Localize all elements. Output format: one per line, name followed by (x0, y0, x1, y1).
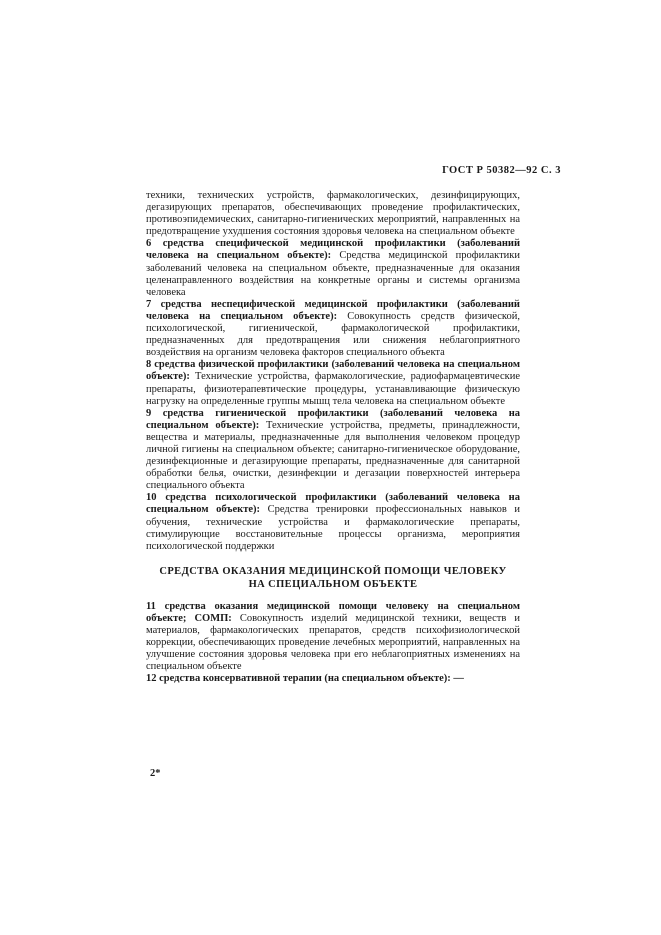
section-heading-line-1: СРЕДСТВА ОКАЗАНИЯ МЕДИЦИНСКОЙ ПОМОЩИ ЧЕЛОВЕКУ (159, 565, 507, 577)
entry-10 (146, 492, 520, 552)
entry-definition: Технические устройства, фармакологические, радиофармацевтические препараты, физиотерапевтические процедуры, устанавливающие физическую нагрузку на определенные группы мышц тела человека на специальном объекте (146, 371, 520, 407)
entry-9 (146, 408, 520, 493)
entry-definition: Средства тренировки профессиональных навыков и обучения, технические устройства и фармакологические препараты, стимулирующие восстановительные процессы организма, мероприятия психологической поддержки (146, 504, 521, 552)
intro-paragraph: техники, технических устройств, фармакологических, дезинфицирующих, дегазирующих препаратов, обеспечивающих проведение профилактических, противоэпидемических, санитарно-гигиенических мероприятий, направленных на предотвращение ухудшения состояния здоровья человека на специальном объекте (146, 190, 520, 238)
entry-term: 8 средства физической профилактики (заболеваний человека на специальном объекте): (146, 359, 520, 383)
entry-definition: Технические устройства, предметы, принадлежности, вещества и материалы, предназначенные для выполнения человеком процедур личной гигиены на специальном объекте; санитарно-гигиеническое оборудование, дезинфекционные и дегазирующие препараты, предназначенные для санитарной обработки белья, очистки, дезинфекции и дегазации поверхностей интерьера специального объекта (146, 419, 520, 492)
entry-8 (146, 359, 520, 407)
entry-7 (146, 299, 520, 359)
entry-11 (146, 601, 520, 674)
entry-term: 6 средства специфической медицинской профилактики (заболеваний человека на специальном объекте): (146, 238, 520, 262)
entry-definition: Совокупность средств физической, психологической, гигиенической, фармакологической профилактики, предназначенных для предотвращения или снижения неблагоприятного воздействия на организм человека факторов специального объекта (146, 310, 520, 359)
document-body (146, 190, 520, 685)
entry-term: 9 средства гигиенической профилактики (заболеваний человека на специальном объекте): (146, 407, 520, 431)
entry-12 (146, 673, 520, 685)
page-mark: 2* (150, 768, 161, 779)
entry-term: 12 средства консервативной терапии (на специальном объекте): — (146, 673, 464, 685)
entry-term: 7 средства неспецифической медицинской профилактики (заболеваний человека на специальном объекте): (146, 298, 520, 322)
entry-definition: Совокупность изделий медицинской техники, веществ и материалов, фармакологических препаратов, средств психофизиологической коррекции, обеспечивающих проведение лечебных мероприятий, направленных на улучшение состояния здоровья человека при его неблагоприятных изменениях на специальном объекте (146, 612, 520, 673)
entry-definition: Средства медицинской профилактики заболеваний человека на специальном объекте, предназначенные для оказания целенаправленного воздействия на конкретные органы и системы организма человека (146, 250, 521, 298)
entry-term: 10 средства психологической профилактики (заболеваний человека на специальном объекте): (146, 492, 520, 516)
entry-term: 11 средства оказания медицинской помощи человеку на специальном объекте; СОМП: (146, 600, 520, 624)
entry-6 (146, 238, 520, 298)
section-heading (146, 565, 520, 591)
page-header: ГОСТ Р 50382—92 С. 3 (442, 165, 561, 176)
section-heading-line-2: НА СПЕЦИАЛЬНОМ ОБЪЕКТЕ (248, 578, 418, 590)
